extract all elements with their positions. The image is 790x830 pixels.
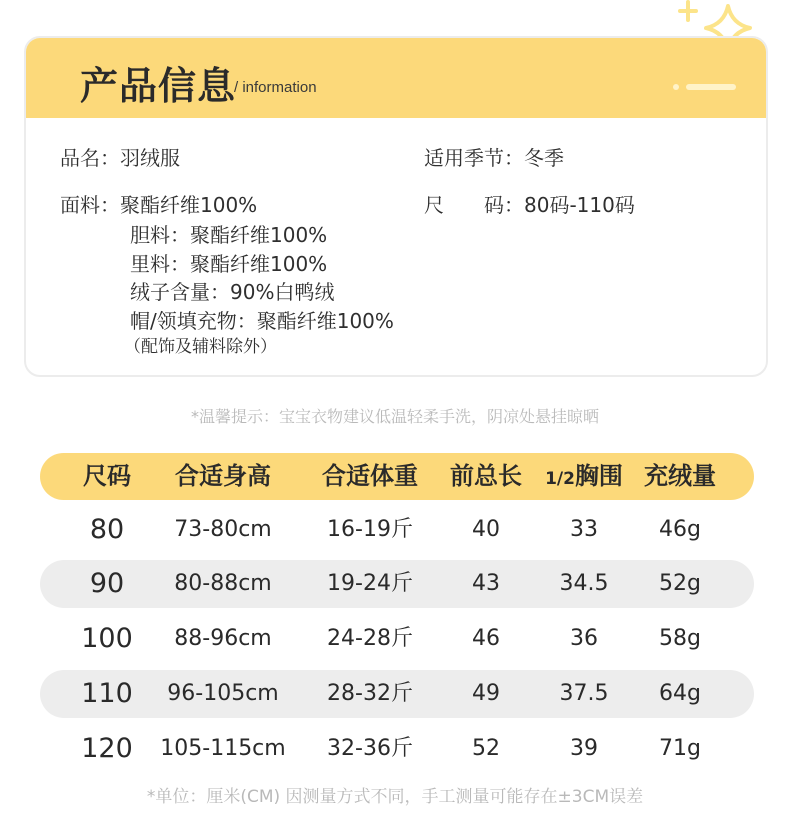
cell-chest: 33 (570, 517, 598, 542)
cell-size: 120 (81, 733, 133, 764)
info-card-title: 产品信息 (80, 64, 237, 108)
cell-length: 49 (472, 681, 500, 706)
product-name: 品名：羽绒服 (60, 146, 180, 170)
cell-height: 96-105cm (167, 681, 279, 706)
size-table-header (40, 453, 754, 500)
cell-fill: 46g (659, 517, 701, 542)
cell-weight: 24-28斤 (327, 626, 413, 651)
cell-length: 43 (472, 571, 500, 596)
header-size: 尺码 (83, 462, 131, 490)
table-row (40, 560, 754, 608)
cell-height: 88-96cm (174, 626, 272, 651)
header-chest-prefix: 1/2 (545, 469, 575, 489)
table-row (40, 725, 754, 773)
header-chest-label: 胸围 (574, 462, 623, 490)
cell-fill: 71g (659, 736, 701, 761)
cell-size: 110 (81, 678, 133, 709)
info-card-subtitle: / information (234, 79, 317, 96)
size-range: 尺 码：80码-110码 (424, 193, 635, 217)
hood-filling: 帽/领填充物：聚酯纤维100% (130, 309, 394, 333)
wash-tip: *温馨提示：宝宝衣物建议低温轻柔手洗，阴凉处悬挂晾晒 (190, 407, 599, 426)
cell-chest: 36 (570, 626, 598, 651)
cell-weight: 19-24斤 (327, 571, 413, 596)
header-fill: 充绒量 (644, 462, 716, 490)
table-row (40, 506, 754, 554)
fabric: 面料：聚酯纤维100% (60, 193, 258, 217)
header-decoration-dot (673, 84, 679, 90)
inner-fabric: 里料：聚酯纤维100% (130, 252, 328, 276)
cell-size: 90 (89, 568, 125, 599)
header-chest (534, 453, 634, 500)
cell-size: 100 (81, 623, 133, 654)
cell-chest: 37.5 (559, 681, 609, 706)
cell-length: 46 (472, 626, 500, 651)
cell-fill: 52g (659, 571, 701, 596)
cell-length: 52 (472, 736, 500, 761)
cell-length: 40 (472, 517, 500, 542)
cell-chest: 34.5 (559, 571, 609, 596)
season: 适用季节：冬季 (424, 146, 564, 170)
unit-note: *单位：厘米(CM) 因测量方式不同，手工测量可能存在±3CM误差 (146, 787, 644, 807)
header-weight: 合适体重 (322, 462, 418, 490)
cell-height: 73-80cm (174, 517, 272, 542)
cell-fill: 58g (659, 626, 701, 651)
cell-size: 80 (89, 514, 125, 545)
info-card-header (26, 38, 766, 118)
lining: 胆料：聚酯纤维100% (130, 223, 328, 247)
cell-chest: 39 (570, 736, 598, 761)
down-content: 绒子含量：90%白鸭绒 (130, 280, 335, 304)
table-row (40, 670, 754, 718)
cell-height: 80-88cm (174, 571, 272, 596)
header-height: 合适身高 (175, 462, 271, 490)
cell-fill: 64g (659, 681, 701, 706)
accessories-note: （配饰及辅料除外） (124, 337, 277, 357)
cell-weight: 28-32斤 (327, 681, 413, 706)
header-length: 前总长 (450, 462, 522, 490)
cell-height: 105-115cm (160, 736, 286, 761)
cell-weight: 16-19斤 (327, 517, 413, 542)
cell-weight: 32-36斤 (327, 736, 413, 761)
header-decoration-line (686, 84, 736, 90)
table-row (40, 615, 754, 663)
